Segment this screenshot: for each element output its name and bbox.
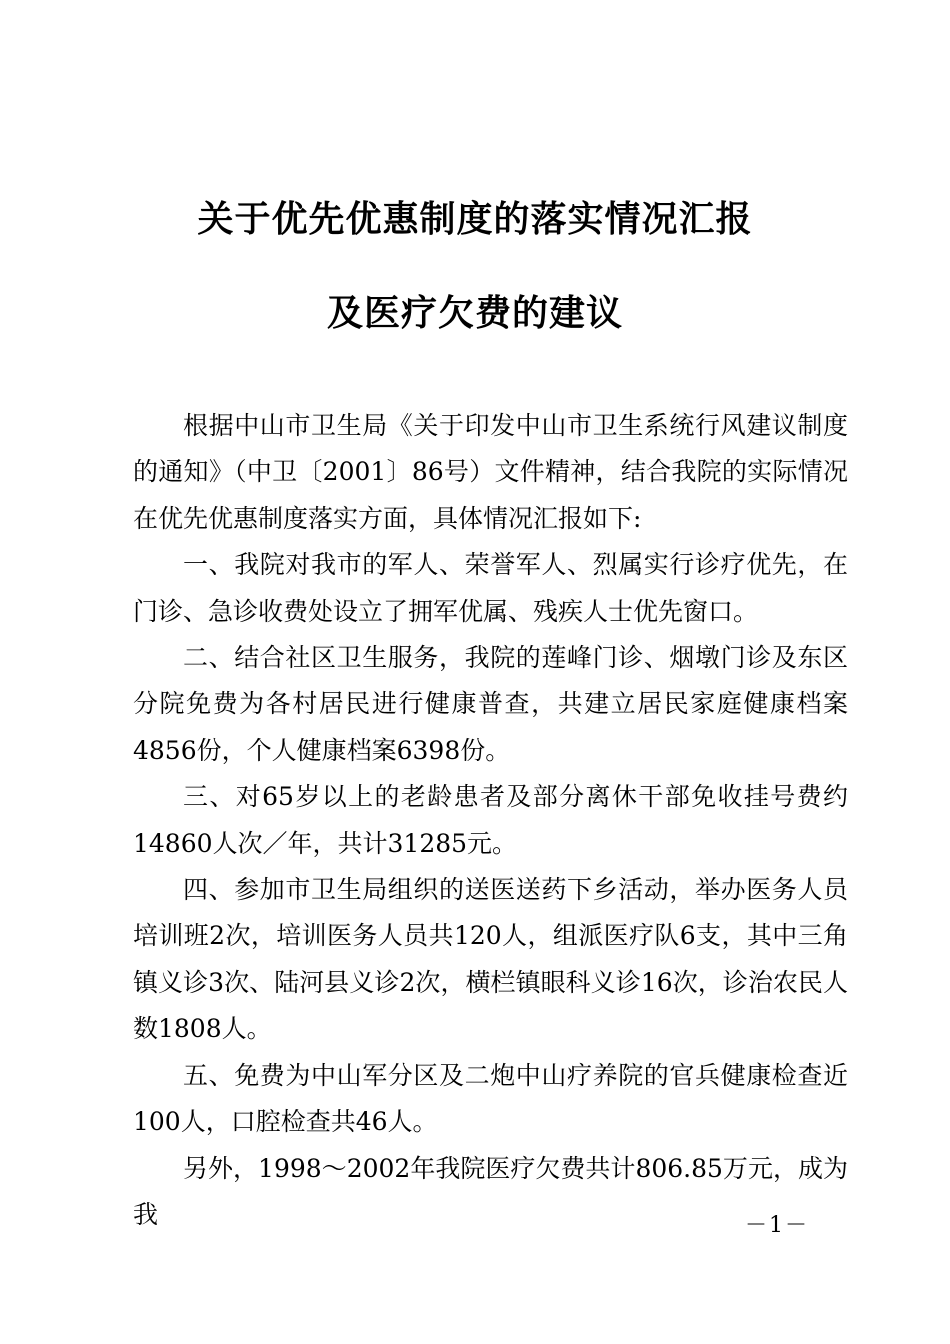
document-body bbox=[133, 403, 848, 1238]
paragraph-item-1: 一、我院对我市的军人、荣誉军人、烈属实行诊疗优先，在门诊、急诊收费处设立了拥军优属、残疾人士优先窗口。 bbox=[133, 550, 848, 626]
document-title-line-2: 及医疗欠费的建议 bbox=[326, 293, 623, 334]
document-title-line-1: 关于优先优惠制度的落实情况汇报 bbox=[197, 199, 753, 240]
paragraph-item-3: 三、对65岁以上的老龄患者及部分离休干部免收挂号费约14860人次／年，共计31285元。 bbox=[133, 782, 848, 858]
paragraph-item-2: 二、结合社区卫生服务，我院的莲峰门诊、烟墩门诊及东区分院免费为各村居民进行健康普查，共建立居民家庭健康档案4856份，个人健康档案6398份。 bbox=[133, 643, 848, 765]
paragraph-item-4: 四、参加市卫生局组织的送医送药下乡活动，举办医务人员培训班2次，培训医务人员共120人，组派医疗队6支，其中三角镇义诊3次、陆河县义诊2次，横栏镇眼科义诊16次，诊治农民人数1808人。 bbox=[133, 875, 848, 1044]
paragraph-item-5: 五、免费为中山军分区及二炮中山疗养院的官兵健康检查近100人，口腔检查共46人。 bbox=[133, 1060, 848, 1137]
paragraph-additional: 另外，1998～2002年我院医疗欠费共计806.85万元，成为我 bbox=[133, 1153, 848, 1229]
page-number: －1－ bbox=[745, 1213, 809, 1238]
paragraph-intro: 根据中山市卫生局《关于印发中山市卫生系统行风建议制度的通知》（中卫〔2001〕86号）文件精神，结合我院的实际情况在优先优惠制度落实方面，具体情况汇报如下: bbox=[133, 411, 848, 533]
